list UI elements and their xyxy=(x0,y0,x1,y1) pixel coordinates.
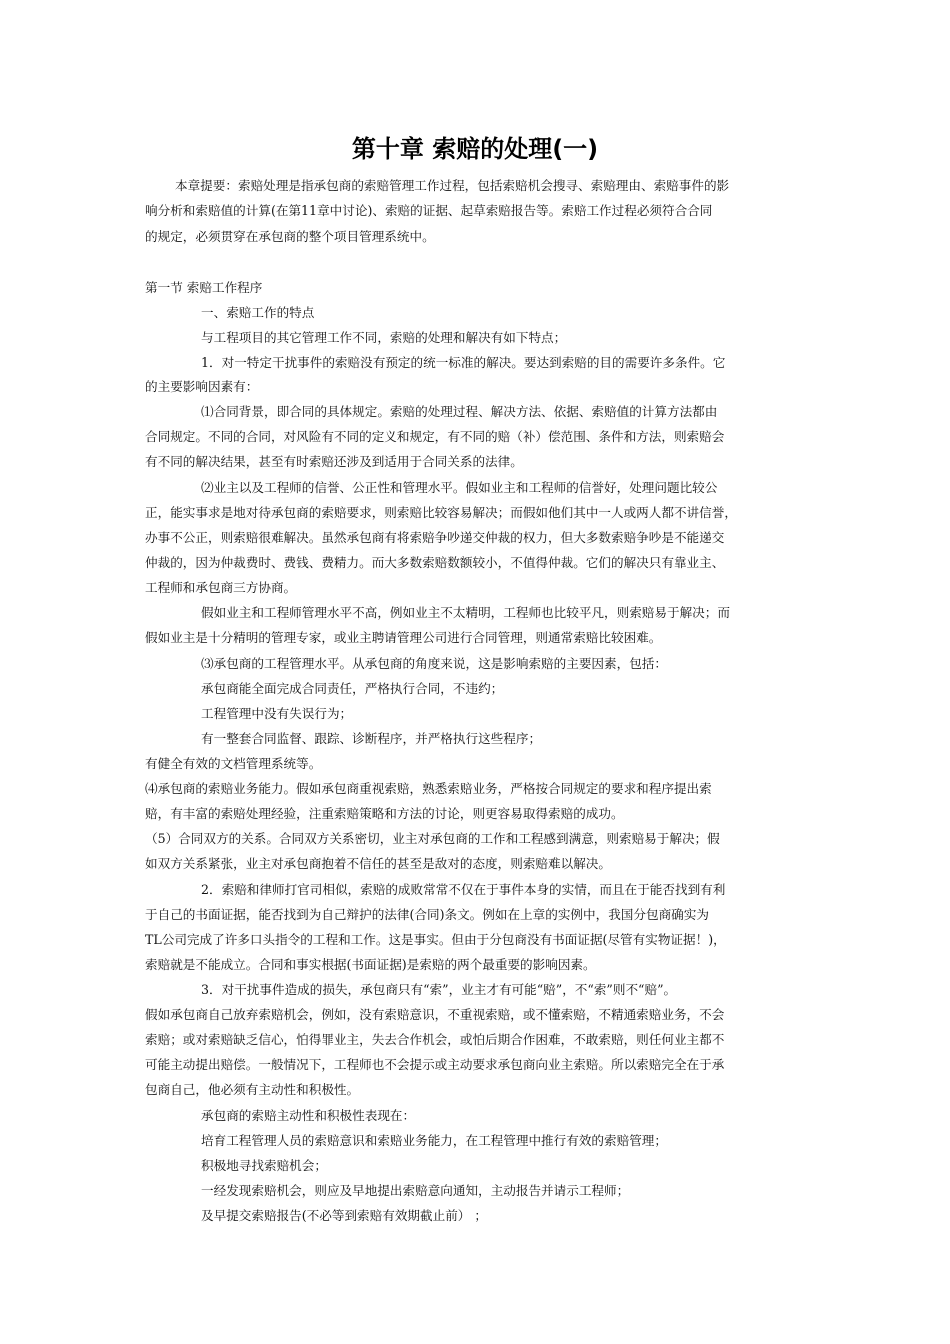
text-line: 承包商的索赔主动性和积极性表现在： xyxy=(201,1108,416,1123)
text-line: （5）合同双方的关系。合同双方关系密切，业主对承包商的工作和工程感到满意，则索赔易于解决；假 xyxy=(145,831,720,846)
chapter-title: 第十章 索赔的处理(一) xyxy=(351,135,599,163)
text-line: 工程管理中没有失误行为； xyxy=(201,706,353,721)
text-line: ⑴合同背景，即合同的具体规定。索赔的处理过程、解决方法、依据、索赔值的计算方法都由 xyxy=(201,404,718,419)
text-line: 办事不公正，则索赔很难解决。虽然承包商有将索赔争吵递交仲裁的权力，但大多数索赔争吵是不能递交 xyxy=(145,530,725,545)
text-line: 工程师和承包商三方协商。 xyxy=(145,580,297,595)
text-line: ⑵业主以及工程师的信誉、公正性和管理水平。假如业主和工程师的信誉好，处理问题比较公 xyxy=(201,480,718,495)
text-line: 于自己的书面证据，能否找到为自己辩护的法律(合同)条文。例如在上章的实例中，我国分包商确实为 xyxy=(145,907,709,922)
text-line: 与工程项目的其它管理工作不同，索赔的处理和解决有如下特点； xyxy=(201,330,567,345)
text-line: 有健全有效的文档管理系统等。 xyxy=(145,756,322,771)
text-line: 的规定，必须贯穿在承包商的整个项目管理系统中。 xyxy=(145,229,435,244)
text-line: 承包商能全面完成合同责任，严格执行合同，不违约； xyxy=(201,681,504,696)
text-line: 假如业主和工程师管理水平不高，例如业主不太精明，工程师也比较平凡，则索赔易于解决；而 xyxy=(201,605,730,620)
text-line: 本章提要：索赔处理是指承包商的索赔管理工作过程，包括索赔机会搜寻、索赔理由、索赔事件的影 xyxy=(175,178,730,193)
text-line: 第一节 索赔工作程序 xyxy=(145,280,263,295)
text-line: 索赔就是不能成立。合同和事实根据(书面证据)是索赔的两个最重要的影响因素。 xyxy=(145,957,596,972)
text-line: TL公司完成了许多口头指令的工程和工作。这是事实。但由于分包商没有书面证据(尽管有实物证据！)， xyxy=(145,932,726,947)
text-line: 包商自己，他必须有主动性和积极性。 xyxy=(145,1082,360,1097)
text-line: 有不同的解决结果，甚至有时索赔还涉及到适用于合同关系的法律。 xyxy=(145,454,523,469)
text-line: 1．对一特定干扰事件的索赔没有预定的统一标准的解决。要达到索赔的目的需要许多条件。它 xyxy=(201,355,726,370)
text-line: 一经发现索赔机会，则应及早地提出索赔意向通知，主动报告并请示工程师； xyxy=(201,1183,630,1198)
text-line: 如双方关系紧张，业主对承包商抱着不信任的甚至是敌对的态度，则索赔难以解决。 xyxy=(145,856,611,871)
text-line: 及早提交索赔报告(不必等到索赔有效期截止前） ； xyxy=(201,1208,487,1223)
text-line: ⑶承包商的工程管理水平。从承包商的角度来说，这是影响索赔的主要因素，包括： xyxy=(201,656,667,671)
text-line: 培育工程管理人员的索赔意识和索赔业务能力，在工程管理中推行有效的索赔管理； xyxy=(201,1133,667,1148)
text-line: 仲裁的，因为仲裁费时、费钱、费精力。而大多数索赔数额较小，不值得仲裁。它们的解决只有靠业主、 xyxy=(145,555,725,570)
text-line: 合同规定。不同的合同，对风险有不同的定义和规定，有不同的赔（补）偿范围、条件和方法，则索赔会 xyxy=(145,429,725,444)
text-line: 2．索赔和律师打官司相似，索赔的成败常常不仅在于事件本身的实情，而且在于能否找到有利 xyxy=(201,882,726,897)
text-line: 的主要影响因素有： xyxy=(145,379,259,394)
text-line: 3．对干扰事件造成的损失，承包商只有“索”，业主才有可能“赔”，不“索”则不“赔”。 xyxy=(201,982,677,997)
text-line: 赔，有丰富的索赔处理经验，注重索赔策略和方法的讨论，则更容易取得索赔的成功。 xyxy=(145,806,624,821)
text-line: 正，能实事求是地对待承包商的索赔要求，则索赔比较容易解决；而假如他们其中一人或两人都不讲信誉， xyxy=(145,505,737,520)
text-line: 索赔；或对索赔缺乏信心，怕得罪业主，失去合作机会，或怕后期合作困难，不敢索赔，则任何业主都不 xyxy=(145,1032,725,1047)
text-line: 积极地寻找索赔机会； xyxy=(201,1158,327,1173)
text-line: ⑷承包商的索赔业务能力。假如承包商重视索赔，熟悉索赔业务，严格按合同规定的要求和程序提出索 xyxy=(145,781,712,796)
text-line: 有一整套合同监督、跟踪、诊断程序，并严格执行这些程序； xyxy=(201,731,542,746)
text-line: 一、索赔工作的特点 xyxy=(201,305,315,320)
text-line: 可能主动提出赔偿。一般情况下，工程师也不会提示或主动要求承包商向业主索赔。所以索赔完全在于承 xyxy=(145,1057,725,1072)
text-line: 假如承包商自己放弃索赔机会，例如，没有索赔意识，不重视索赔，或不懂索赔，不精通索赔业务，不会 xyxy=(145,1007,725,1022)
text-line: 假如业主是十分精明的管理专家，或业主聘请管理公司进行合同管理，则通常索赔比较困难。 xyxy=(145,630,662,645)
text-line: 响分析和索赔值的计算(在第11章中讨论)、索赔的证据、起草索赔报告等。索赔工作过程必须符合合同 xyxy=(145,203,713,218)
